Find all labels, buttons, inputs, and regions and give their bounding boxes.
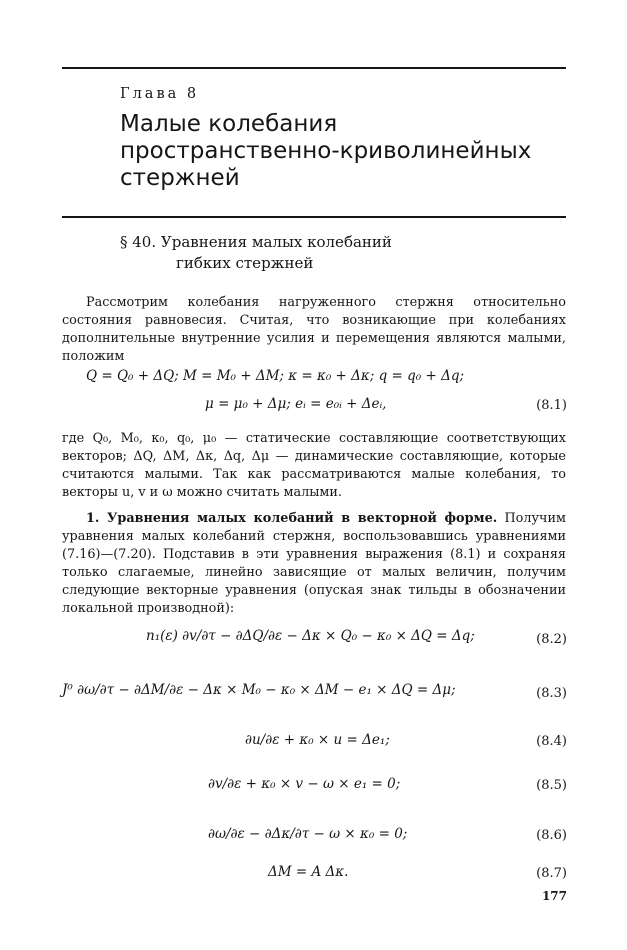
chapter-title	[120, 111, 531, 192]
equation-8-4-text: ∂u/∂ε + κ₀ × u = Δe₁;	[245, 732, 390, 748]
section-heading	[120, 232, 392, 274]
equation-number: (8.2)	[536, 632, 567, 647]
paragraph-vector-form	[62, 510, 566, 618]
equation-8-6-text: ∂ω/∂ε − ∂Δκ/∂τ − ω × κ₀ = 0;	[208, 826, 408, 842]
equation-number: (8.4)	[536, 734, 567, 749]
equation-8-7	[268, 864, 348, 880]
page-number: 177	[541, 889, 567, 903]
chapter-label: Глава 8	[120, 86, 200, 102]
equation-8-6	[208, 826, 407, 842]
bottom-rule	[62, 216, 566, 218]
paragraph-vector-form-body: Получим уравнения малых колебаний стержня, воспользовавшись уравнениями (7.16)—(7.20). Подставив в эти уравнения выражения (8.1) и сохраняя только слагаемые, линейно зависящие от малых величин, получим следующие векторные уравнения (опуская знак тильды в обозначении локальной производной):	[62, 511, 566, 616]
paragraph-definitions: где Q₀, M₀, κ₀, q₀, μ₀ — статические составляющие соответствующих векторов; ΔQ, ΔM, Δκ, Δq, Δμ — динамические составляющие, которые считаются малыми. Так как рассматриваются малые колебания, то векторы u, v и ω можно считать малыми.	[62, 431, 566, 500]
equation-8-1a	[86, 368, 464, 384]
equation-8-2-text: n₁(ε) ∂v/∂τ − ∂ΔQ/∂ε − Δκ × Q₀ − κ₀ × ΔQ = Δq;	[146, 628, 475, 644]
subsection-title: 1. Уравнения малых колебаний в векторной форме.	[86, 511, 498, 526]
equation-number: (8.3)	[536, 686, 567, 701]
equation-8-1b	[205, 396, 386, 412]
section-heading-line1: § 40. Уравнения малых колебаний	[120, 233, 392, 251]
chapter-title-line: Малые колебания	[120, 111, 338, 137]
top-rule	[62, 67, 566, 69]
equation-number: (8.1)	[536, 398, 567, 413]
equation-8-5-text: ∂v/∂ε + κ₀ × v − ω × e₁ = 0;	[208, 776, 401, 792]
equation-number: (8.6)	[536, 828, 567, 843]
chapter-title-line: пространственно-криволинейных	[120, 138, 532, 164]
equation-8-3-text: J⁰ ∂ω/∂τ − ∂ΔM/∂ε − Δκ × M₀ − κ₀ × ΔM − e₁ × ΔQ = Δμ;	[62, 682, 456, 698]
equation-8-1b-text: μ = μ₀ + Δμ; eᵢ = e₀ᵢ + Δeᵢ,	[205, 396, 387, 412]
equation-8-4	[245, 732, 390, 748]
equation-8-1a-text: Q = Q₀ + ΔQ; M = M₀ + ΔM; κ = κ₀ + Δκ; q = q₀ + Δq;	[86, 368, 465, 384]
equation-8-2	[146, 628, 475, 644]
equation-number: (8.5)	[536, 778, 567, 793]
equation-number: (8.7)	[536, 866, 567, 881]
equation-8-5	[208, 776, 400, 792]
equation-8-3	[62, 682, 456, 698]
chapter-title-line: стержней	[120, 165, 240, 191]
paragraph-intro: Рассмотрим колебания нагруженного стержня относительно состояния равновесия. Считая, что возникающие при колебаниях дополнительные внутренние усилия и перемещения являются малыми, положим	[62, 295, 566, 364]
section-heading-line2: гибких стержней	[176, 254, 314, 272]
equation-8-7-text: ΔM = A Δκ.	[268, 864, 349, 880]
